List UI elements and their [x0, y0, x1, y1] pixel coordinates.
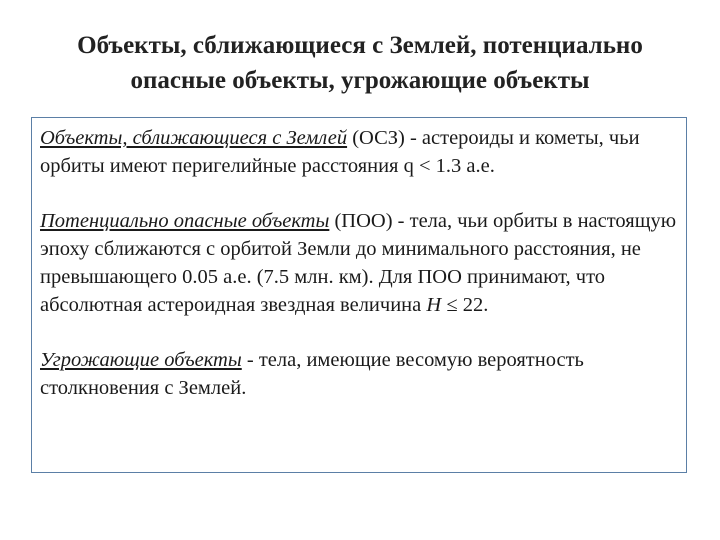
definition-threatening — [40, 346, 678, 402]
slide-title — [20, 28, 700, 98]
term-threatening: Угрожающие объекты — [40, 349, 242, 371]
definition-pha-text: (ПОО) - тела, чьи орбиты в настоящую эпоху сближаются с орбитой Земли до минимального расстояния, не превышающего 0.05 а.е. (7.5 млн. км). Для ПОО принимают, что абсолютная астероидная звездная величина — [40, 210, 677, 316]
term-pha: Потенциально опасные объекты — [40, 210, 330, 232]
definition-pha — [40, 207, 678, 319]
title-line-1: Объекты, сближающиеся с Землей, потенциально — [77, 32, 643, 59]
definition-threatening-text: - тела, имеющие весомую вероятность столкновения с Землей. — [40, 349, 584, 399]
magnitude-symbol: H — [426, 294, 442, 316]
definition-neo — [40, 124, 678, 180]
definitions-box — [31, 117, 687, 473]
title-line-2: опасные объекты, угрожающие объекты — [130, 67, 590, 94]
term-neo: Объекты, сближающиеся с Землей — [40, 127, 348, 149]
definition-pha-text-end: ≤ 22. — [441, 294, 489, 316]
definition-neo-text: (ОСЗ) - астероиды и кометы, чьи орбиты имеют перигелийные расстояния q < 1.3 а.е. — [40, 127, 640, 177]
